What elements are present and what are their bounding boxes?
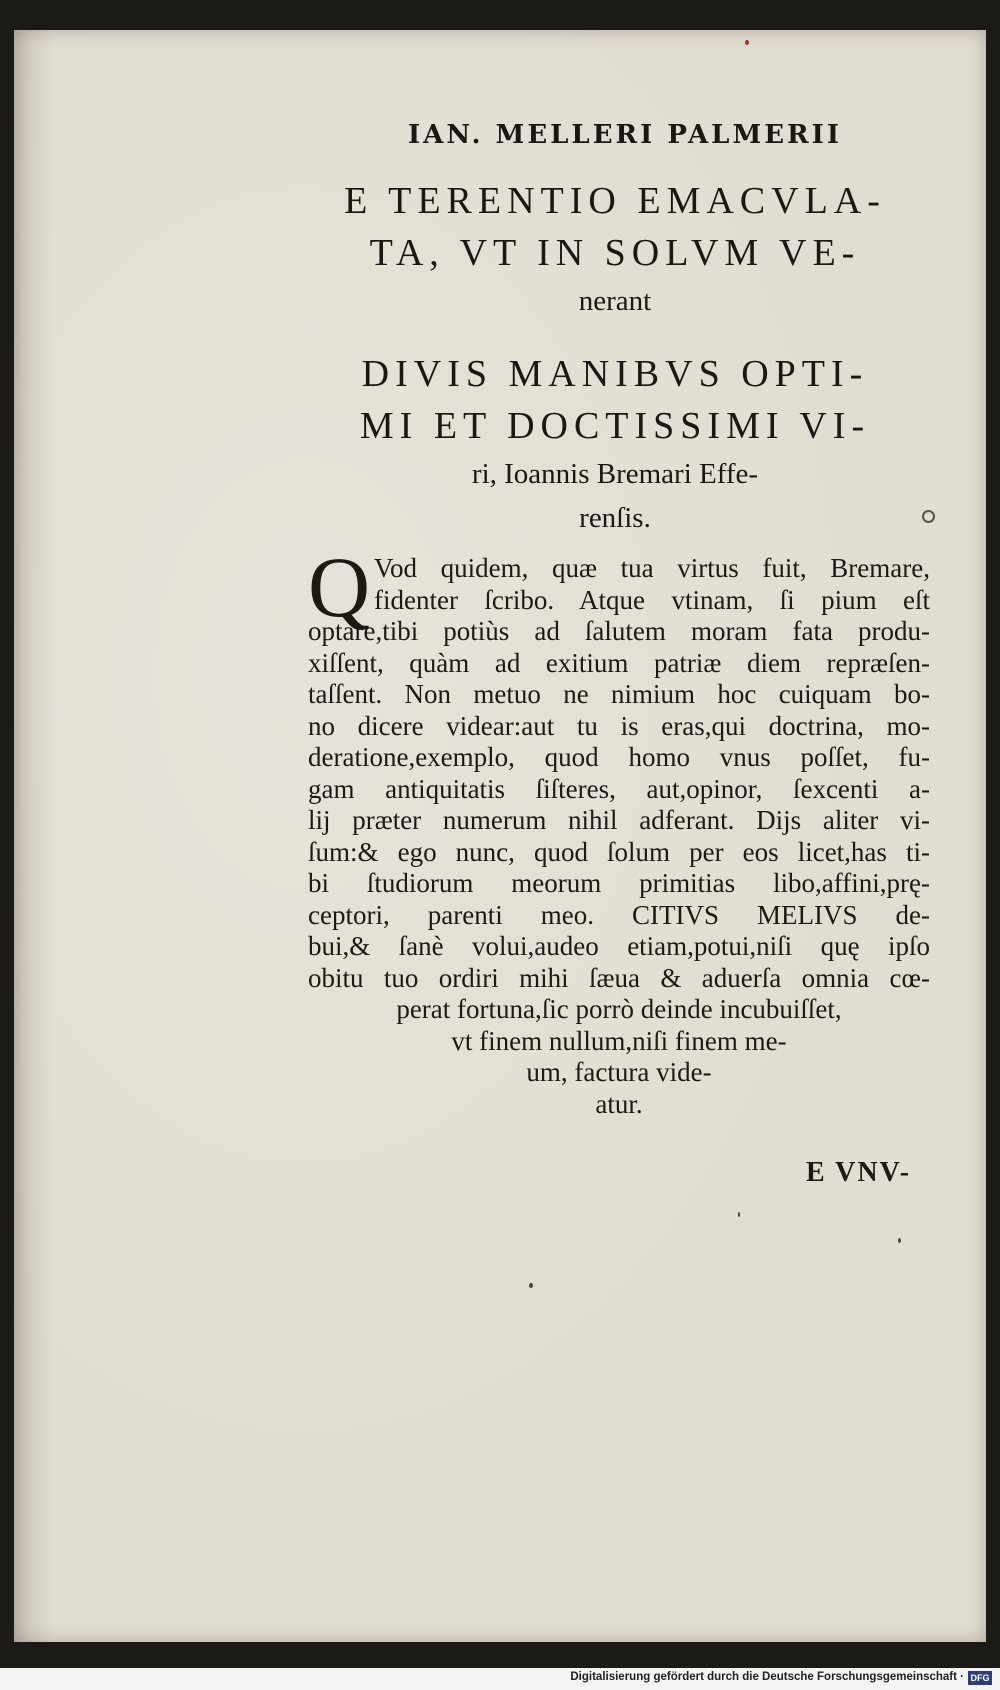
- section-title-one: [270, 175, 960, 323]
- body-line: perat fortuna,ſic porrò deinde incubuiſſet,: [396, 994, 842, 1024]
- running-head: IAN. MELLERI PALMERII: [408, 120, 842, 150]
- ink-speck: [529, 1283, 533, 1288]
- title-one-line-1: E TERENTIO EMACVLA-: [344, 180, 886, 222]
- title-one-tail: nerant: [578, 285, 652, 317]
- catchword: E VNV-: [806, 1157, 912, 1188]
- body-line: Vod quidem, quæ tua virtus fuit, Bremare,: [374, 553, 930, 583]
- body-line: taſſent. Non metuo ne nimium hoc cuiquam bo-: [308, 679, 930, 709]
- ink-speck: [898, 1238, 901, 1243]
- ink-speck: [738, 1212, 740, 1217]
- section-title-two: [270, 348, 960, 540]
- body-line: fidenter ſcribo. Atque vtinam, ſi pium eſt: [374, 584, 930, 615]
- footer-bar: [0, 1668, 1000, 1690]
- body-line: bui,& ſanè volui,audeo etiam,potui,niſi quę ipſo: [308, 931, 930, 961]
- drop-cap: Q: [308, 539, 371, 635]
- body-paragraph: [308, 553, 930, 1120]
- body-line: optare,tibi potiùs ad ſalutem moram fata produ-: [308, 616, 930, 646]
- title-two-small-line-1: ri, Ioannis Bremari Effe-: [471, 458, 759, 490]
- title-two-line-2: MI ET DOCTISSIMI VI-: [359, 405, 871, 447]
- body-line: atur.: [595, 1088, 643, 1119]
- ink-speck: [745, 40, 749, 45]
- body-line: obitu tuo ordiri mihi ſæua & aduerſa omnia cœ-: [308, 962, 930, 993]
- body-line: vt finem nullum,niſi finem me-: [451, 1025, 787, 1056]
- dfg-logo: DFG: [968, 1671, 992, 1685]
- body-line: no dicere videar:aut tu is eras,qui doctrina, mo-: [308, 710, 930, 741]
- body-line: ſum:& ego nunc, quod ſolum per eos licet,has ti-: [308, 836, 930, 867]
- body-line: xiſſent, quàm ad exitium patriæ diem repræſen-: [308, 647, 930, 678]
- title-two-small-line-2: renſis.: [579, 502, 651, 534]
- body-line: um, factura vide-: [526, 1057, 712, 1087]
- body-line: deratione,exemplo, quod homo vnus poſſet, fu-: [308, 742, 930, 772]
- body-line: lij præter numerum nihil adferant. Dijs aliter vi-: [308, 805, 930, 835]
- title-two-line-1: DIVIS MANIBVS OPTI-: [361, 353, 869, 395]
- body-line: ceptori, parenti meo. CITIVS MELIVS de-: [308, 899, 930, 930]
- body-line: bi ſtudiorum meorum primitias libo,affini,prę-: [308, 868, 930, 898]
- title-one-line-2: TA, VT IN SOLVM VE-: [369, 232, 861, 274]
- ink-speck: [922, 510, 935, 523]
- footer-credit: Digitalisierung gefördert durch die Deutsche Forschungsgemeinschaft ·: [570, 1671, 964, 1683]
- body-line: gam antiquitatis ſiſteres, aut,opinor, ſexcenti a-: [308, 773, 930, 804]
